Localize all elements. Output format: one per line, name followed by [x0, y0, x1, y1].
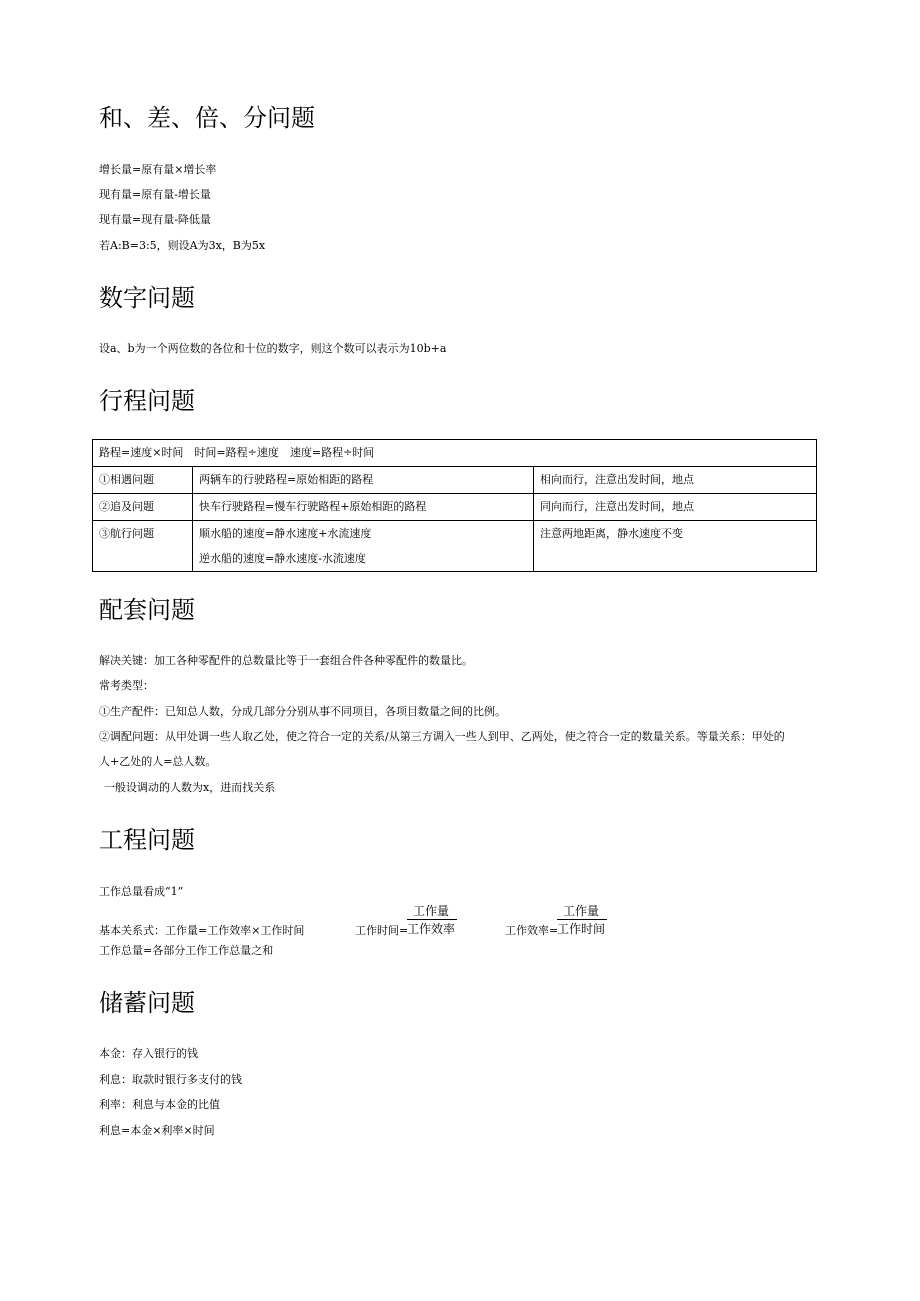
key-point: 解决关键：加工各种零配件的总数量比等于一套组合件各种零配件的数量比。 [99, 654, 473, 667]
work-time-denominator: 工作效率 [407, 922, 456, 936]
work-time-numerator: 工作量 [413, 904, 450, 918]
table-row [93, 494, 817, 521]
formula-growth-amount: 增长量=原有量×增长率 [99, 163, 217, 176]
table-header-cell: 路程=速度×时间 时间=路程÷速度 速度=路程÷时间 [93, 440, 817, 467]
travel-formula-table [92, 439, 817, 572]
table-row [93, 521, 817, 572]
table-cell-type: ③航行问题 [93, 521, 193, 572]
heading-travel-problem: 行程问题 [99, 387, 195, 415]
heading-number-problem: 数字问题 [99, 284, 195, 312]
total-work-sum: 工作总量=各部分工作工作总量之和 [99, 944, 274, 957]
type-allocation: ②调配问题：从甲处调一些人取乙处，使之符合一定的关系/从第三方调入一些人到甲、乙两处，使之符合一定的数量关系。等量关系：甲处的 [99, 730, 785, 743]
heading-sum-difference-multiple: 和、差、倍、分问题 [99, 104, 315, 132]
table-row [93, 467, 817, 494]
principal-definition: 本金：存入银行的钱 [99, 1047, 198, 1060]
table-cell-type: ②追及问题 [93, 494, 193, 521]
formula-current-minus-decrease: 现有量=现有量-降低量 [99, 213, 211, 226]
work-efficiency-numerator: 工作量 [563, 904, 600, 918]
ratio-note: 若A:B=3:5，则设A为3x，B为5x [99, 239, 266, 252]
work-efficiency-denominator: 工作时间 [557, 922, 606, 936]
table-row [93, 440, 817, 467]
work-time-label: 工作时间= [355, 924, 409, 937]
fraction-bar [407, 919, 457, 920]
table-cell-formula: 两辆车的行驶路程=原始相距的路程 [193, 467, 534, 494]
table-cell-note: 相向而行，注意出发时间，地点 [534, 467, 817, 494]
type-production-parts: ①生产配件：已知总人数，分成几部分分别从事不同项目，各项目数量之间的比例。 [99, 705, 506, 718]
heading-savings-problem: 储蓄问题 [99, 989, 195, 1017]
table-cell-note: 注意两地距离，静水速度不变 [534, 521, 817, 572]
fraction-bar [557, 919, 607, 920]
table-cell-note: 同向而行，注意出发时间，地点 [534, 494, 817, 521]
formula-upstream: 逆水船的速度=静水速度-水流速度 [199, 552, 366, 565]
heading-matching-problem: 配套问题 [99, 596, 195, 624]
heading-engineering-problem: 工程问题 [99, 826, 195, 854]
table-cell-type: ①相遇问题 [93, 467, 193, 494]
total-work-as-one: 工作总量看成“1” [99, 885, 184, 898]
basic-relation: 基本关系式：工作量=工作效率×工作时间 [99, 924, 305, 937]
formula-current-minus-growth: 现有量=原有量-增长量 [99, 188, 211, 201]
allocation-hint: 一般设调动的人数为x，进而找关系 [104, 781, 276, 794]
common-types-label: 常考类型： [99, 679, 154, 692]
type-allocation-continued: 人+乙处的人=总人数。 [99, 755, 217, 768]
interest-rate-definition: 利率：利息与本金的比值 [99, 1098, 220, 1111]
interest-definition: 利息：取款时银行多支付的钱 [99, 1073, 242, 1086]
table-cell-formula [193, 521, 534, 572]
table-cell-formula: 快车行驶路程=慢车行驶路程+原始相距的路程 [193, 494, 534, 521]
two-digit-number-note: 设a、b为一个两位数的各位和十位的数字，则这个数可以表示为10b+a [99, 342, 447, 355]
work-efficiency-label: 工作效率= [505, 924, 559, 937]
formula-downstream: 顺水船的速度=静水速度+水流速度 [199, 527, 372, 540]
interest-formula: 利息=本金×利率×时间 [99, 1124, 215, 1137]
